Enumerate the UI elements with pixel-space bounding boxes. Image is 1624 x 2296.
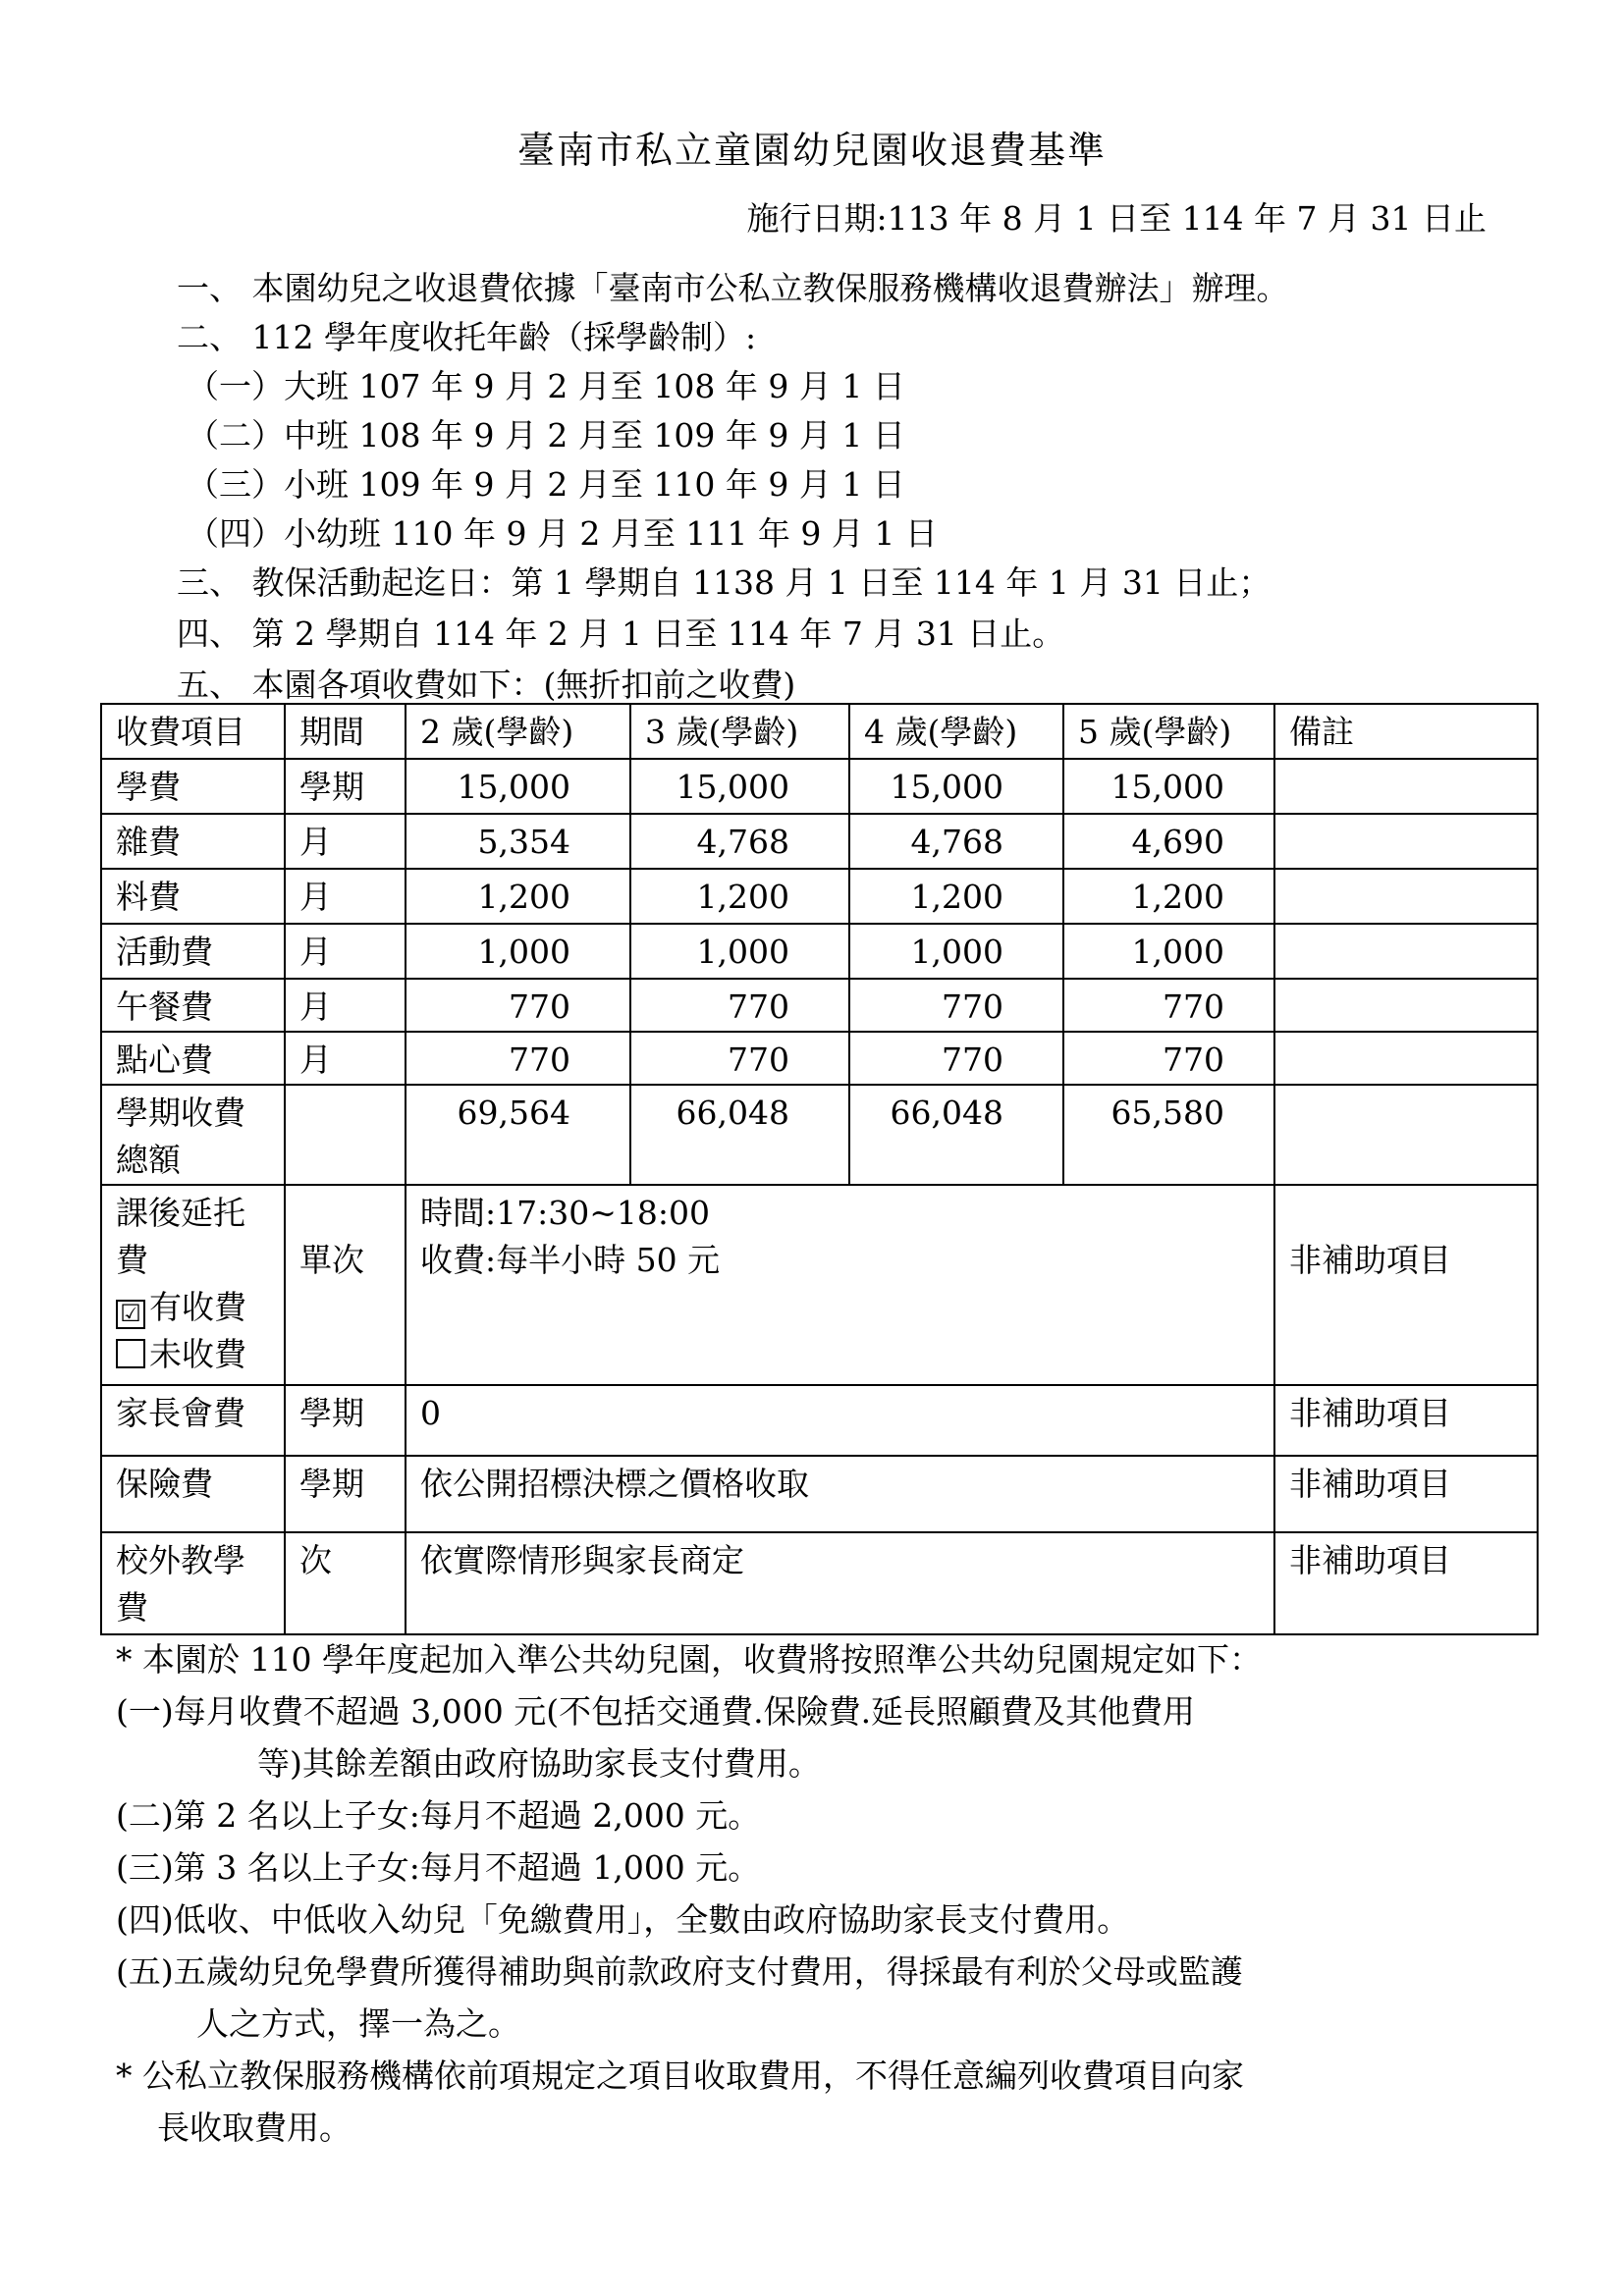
value-cell: 770 [630,1032,849,1085]
intro-line: 二、 112 學年度收托年齡（採學齡制）: [177,318,757,356]
table-row [101,759,1538,814]
total-value-cell: 66,048 [630,1085,849,1185]
item-cell: 料費 [101,869,285,924]
period-cell: 次 [285,1532,406,1634]
total-label-line1: 學期收費 [116,1094,245,1132]
value-cell: 15,000 [1063,759,1274,814]
note-cell: 非補助項目 [1274,1532,1538,1634]
intro-line: （二）中班 108 年 9 月 2 月至 109 年 9 月 1 日 [187,416,905,454]
note-cell [1274,869,1538,924]
has-fee-label: 有收費 [149,1288,246,1326]
table-row [101,979,1538,1032]
table-row [101,1032,1538,1085]
period-cell: 單次 [285,1185,406,1385]
item-line2: 費 [116,1588,148,1627]
header-cell: 2 歲(學齡) [406,704,630,759]
has-fee-checkbox[interactable]: ☑ [116,1300,145,1329]
table-row [101,814,1538,869]
intro-line: 三、 教保活動起迄日：第 1 學期自 1138 月 1 日至 114 年 1 月 31 日止； [177,563,1272,602]
header-cell: 4 歲(學齡) [849,704,1063,759]
note-line: (四)低收、中低收入幼兒「免繳費用」，全數由政府協助家長支付費用。 [116,1900,1130,1939]
no-fee-checkbox[interactable] [116,1339,145,1368]
total-row [101,1085,1538,1185]
header-cell: 收費項目 [101,704,285,759]
value-cell: 4,768 [630,814,849,869]
value-cell: 1,000 [630,924,849,979]
table-row [101,1456,1538,1532]
value-cell: 1,200 [406,869,630,924]
period-cell: 學期 [285,1456,406,1532]
note-cell: 非補助項目 [1274,1185,1538,1385]
intro-line: 五、 本園各項收費如下：(無折扣前之收費) [177,666,796,704]
after-care-fee: 收費:每半小時 50 元 [420,1241,721,1279]
value-cell: 770 [630,979,849,1032]
item-cell: 點心費 [101,1032,285,1085]
period-cell: 月 [285,869,406,924]
value-cell: 5,354 [406,814,630,869]
note-line: (一)每月收費不超過 3,000 元(不包括交通費.保險費.延長照顧費及其他費用 [116,1692,1196,1731]
after-care-row [101,1185,1538,1385]
value-cell: 770 [406,979,630,1032]
intro-line: 一、 本園幼兒之收退費依據「臺南市公私立教保服務機構收退費辦法」辦理。 [177,269,1289,307]
effective-date: 施行日期:113 年 8 月 1 日至 114 年 7 月 31 日止 [746,199,1487,238]
value-cell: 770 [849,1032,1063,1085]
intro-line: 四、 第 2 學期自 114 年 2 月 1 日至 114 年 7 月 31 日止。 [177,614,1065,653]
after-care-label-line2: 費 [116,1241,148,1279]
period-cell: 月 [285,924,406,979]
total-label-line2: 總額 [116,1141,181,1179]
header-cell: 期間 [285,704,406,759]
note-cell: 非補助項目 [1274,1385,1538,1456]
no-fee-label: 未收費 [149,1335,246,1373]
value-cell: 1,200 [630,869,849,924]
after-care-content-cell [406,1185,1274,1385]
note-cell [1274,924,1538,979]
value-cell: 1,000 [406,924,630,979]
item-cell: 保險費 [101,1456,285,1532]
note-line: 人之方式，擇一為之。 [196,2004,520,2043]
fee-table [100,703,1539,1635]
after-care-label-line1: 課後延托 [116,1194,245,1232]
note-line: 長收取費用。 [157,2109,352,2147]
header-cell: 備註 [1274,704,1538,759]
table-row [101,1385,1538,1456]
value-cell: 1,000 [849,924,1063,979]
value-cell: 1,000 [1063,924,1274,979]
value-cell: 1,200 [849,869,1063,924]
note-line: (五)五歲幼兒免學費所獲得補助與前款政府支付費用，得採最有利於父母或監護 [116,1952,1243,1991]
item-cell: 學費 [101,759,285,814]
table-row [101,869,1538,924]
note-cell [1274,979,1538,1032]
note-cell [1274,1085,1538,1185]
item-line1: 校外教學 [116,1541,245,1579]
content-cell: 依實際情形與家長商定 [406,1532,1274,1634]
value-cell: 770 [406,1032,630,1085]
intro-line: （一）大班 107 年 9 月 2 月至 108 年 9 月 1 日 [187,367,905,405]
table-header-row [101,704,1538,759]
note-line: (二)第 2 名以上子女:每月不超過 2,000 元。 [116,1796,761,1835]
item-cell [101,1532,285,1634]
after-care-label-cell [101,1185,285,1385]
total-value-cell: 66,048 [849,1085,1063,1185]
period-cell: 學期 [285,759,406,814]
note-cell [1274,1032,1538,1085]
period-cell: 月 [285,1032,406,1085]
table-row [101,1532,1538,1634]
content-cell: 依公開招標決標之價格收取 [406,1456,1274,1532]
value-cell: 4,768 [849,814,1063,869]
intro-line: （三）小班 109 年 9 月 2 月至 110 年 9 月 1 日 [187,465,905,504]
value-cell: 15,000 [849,759,1063,814]
content-cell: 0 [406,1385,1274,1456]
total-value-cell: 65,580 [1063,1085,1274,1185]
item-cell: 活動費 [101,924,285,979]
item-cell: 午餐費 [101,979,285,1032]
note-line: 等)其餘差額由政府協助家長支付費用。 [257,1744,821,1783]
item-cell: 雜費 [101,814,285,869]
page-title: 臺南市私立童園幼兒園收退費基準 [516,129,1107,172]
header-cell: 5 歲(學齡) [1063,704,1274,759]
value-cell: 1,200 [1063,869,1274,924]
note-cell [1274,759,1538,814]
note-cell [1274,814,1538,869]
total-label-cell [101,1085,285,1185]
after-care-time: 時間:17:30~18:00 [420,1194,710,1232]
header-cell: 3 歲(學齡) [630,704,849,759]
note-line: * 本園於 110 學年度起加入準公共幼兒園，收費將按照準公共幼兒園規定如下： [116,1640,1262,1679]
value-cell: 770 [1063,979,1274,1032]
item-cell: 家長會費 [101,1385,285,1456]
period-cell: 月 [285,979,406,1032]
value-cell: 770 [849,979,1063,1032]
total-value-cell: 69,564 [406,1085,630,1185]
value-cell: 770 [1063,1032,1274,1085]
note-cell: 非補助項目 [1274,1456,1538,1532]
table-row [101,924,1538,979]
period-cell: 月 [285,814,406,869]
intro-line: （四）小幼班 110 年 9 月 2 月至 111 年 9 月 1 日 [187,514,938,553]
value-cell: 15,000 [630,759,849,814]
note-line: * 公私立教保服務機構依前項規定之項目收取費用，不得任意編列收費項目向家 [116,2056,1244,2095]
value-cell: 15,000 [406,759,630,814]
period-cell: 學期 [285,1385,406,1456]
value-cell: 4,690 [1063,814,1274,869]
period-cell [285,1085,406,1185]
note-line: (三)第 3 名以上子女:每月不超過 1,000 元。 [116,1848,761,1887]
